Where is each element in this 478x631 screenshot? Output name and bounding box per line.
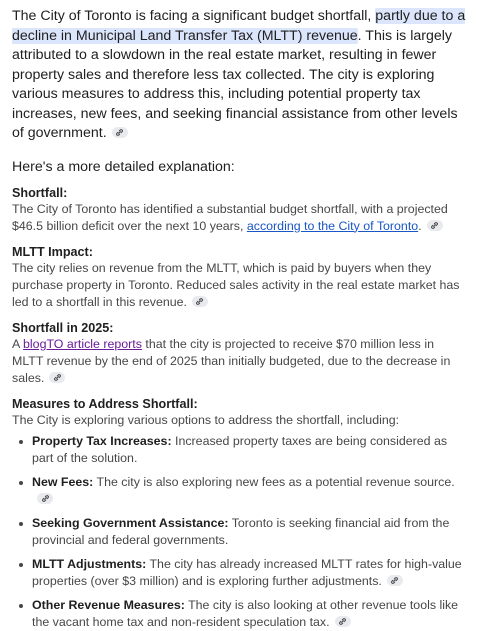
section-text: The City is exploring various options to address the shortfall, including:	[12, 412, 400, 427]
section-mltt-impact	[12, 244, 466, 311]
section-text	[12, 336, 466, 387]
item-text: Toronto is seeking financial aid from the provincial and federal governments.	[32, 515, 450, 547]
section-punct: .	[418, 218, 422, 233]
bullet	[19, 563, 23, 567]
measures-list	[12, 433, 466, 631]
section-title: Measures to Address Shortfall:	[12, 396, 198, 411]
bullet	[19, 481, 23, 485]
section-body: that the city is projected to receive $70 million less in MLTT revenue by the end of 2025 than initially budgeted, due to the decrease in sales.	[12, 336, 451, 385]
city-of-toronto-link[interactable]: according to the City of Toronto	[246, 218, 419, 233]
item-label: Property Tax Increases:	[32, 433, 172, 448]
item-label: New Fees:	[32, 474, 94, 489]
section-title: Shortfall in 2025:	[12, 320, 114, 335]
item-text: The city is also looking at other revenue tools like the vacant home tax and non-resident speculation tax.	[32, 597, 459, 629]
section-shortfall	[12, 185, 466, 235]
source-link-chip[interactable]	[112, 127, 128, 138]
list-item	[12, 474, 466, 508]
source-link-chip[interactable]	[49, 372, 65, 383]
bullet	[19, 440, 23, 444]
source-link-chip[interactable]	[335, 616, 351, 627]
item-label: Seeking Government Assistance:	[32, 515, 229, 530]
item-label: MLTT Adjustments:	[32, 556, 147, 571]
section-title: MLTT Impact:	[12, 244, 93, 259]
bullet	[19, 522, 23, 526]
section-shortfall-2025	[12, 320, 466, 387]
source-link-chip[interactable]	[37, 493, 53, 504]
section-measures	[12, 396, 466, 631]
source-link-chip[interactable]	[192, 296, 208, 307]
list-item	[12, 597, 466, 631]
item-label: Other Revenue Measures:	[32, 597, 185, 612]
list-item	[12, 556, 466, 590]
blogto-article-link[interactable]: blogTO article reports	[23, 336, 142, 351]
link-icon	[115, 128, 124, 137]
bullet	[19, 604, 23, 608]
section-pre: A	[12, 336, 24, 351]
intro-text-before: The City of Toronto is facing a significant budget shortfall,	[12, 8, 376, 24]
link-icon	[53, 373, 62, 382]
source-link-chip[interactable]	[387, 575, 403, 586]
intro-highlight[interactable]: partly due to a decline in Municipal Land Transfer Tax (MLTT) revenue	[12, 8, 466, 44]
item-text: The city has already increased MLTT rates for high-value properties (over $3 million) and is exploring further adjustments.	[32, 556, 462, 588]
section-body: The city relies on revenue from the MLTT, which is paid by buyers when they purchase property in Toronto. Reduced sales activity in the real estate market has led to a shortfall in this revenue.	[12, 260, 460, 309]
section-text	[12, 260, 466, 311]
link-icon	[338, 617, 347, 626]
list-item	[12, 515, 466, 549]
section-title: Shortfall:	[12, 185, 68, 200]
intro-text-after: . This is largely attributed to a slowdown in the real estate market, resulting in fewer property sales and therefore less tax collected. The city is exploring various measures to address this, including potential property tax increases, new fees, and seeking financial assistance from other levels of government.	[12, 27, 458, 141]
link-icon	[390, 576, 399, 585]
list-item	[12, 433, 466, 467]
intro-paragraph	[12, 7, 466, 144]
link-icon	[195, 297, 204, 306]
item-text: The city is also exploring new fees as a potential revenue source.	[93, 474, 455, 489]
link-icon	[430, 221, 439, 230]
source-link-chip[interactable]	[427, 220, 443, 231]
section-body: The City of Toronto has identified a substantial budget shortfall, with a projected $46.5 billion deficit over the next 10 years,	[12, 201, 448, 233]
explanation-subheading: Here's a more detailed explanation:	[12, 158, 235, 175]
item-text: Increased property taxes are being considered as part of the solution.	[32, 433, 448, 465]
link-icon	[41, 494, 50, 503]
section-text	[12, 201, 466, 235]
